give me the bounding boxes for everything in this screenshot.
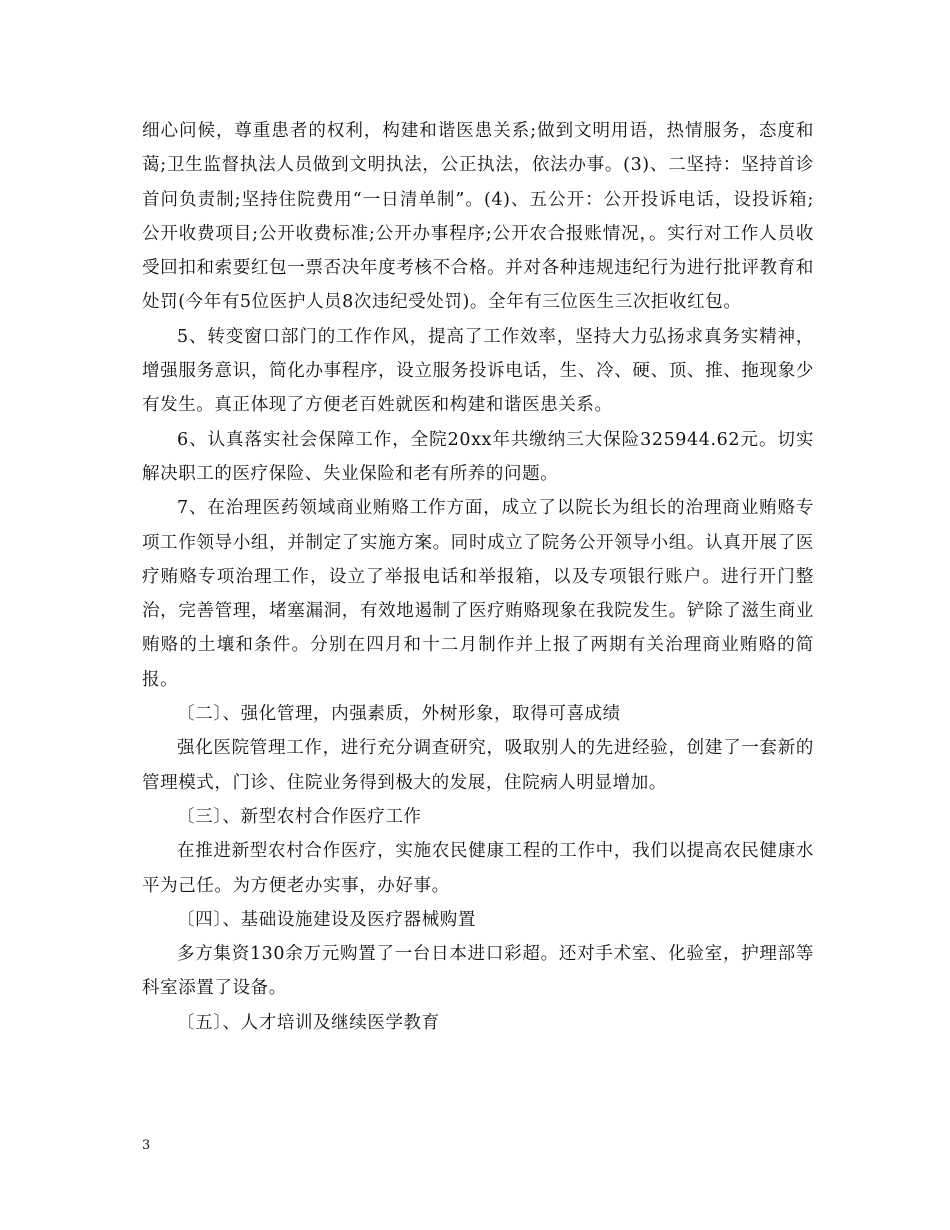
section-heading-4: 〔四〕、基础设施建设及医疗器械购置 <box>177 909 476 930</box>
section-heading-5: 〔五〕、人才培训及继续医学教育 <box>177 1012 440 1033</box>
paragraph-continued: 细心问候，尊重患者的权利，构建和谐医患关系;做到文明用语，热情服务，态度和蔼;卫生监督执法人员做到文明执法，公正执法，依法办事。(3)、二坚持：坚持首诊首问负责制;坚持住院费用“一日清单制”。(4)、五公开：公开投诉电话，设投诉箱;公开收费项目;公开收费标准;公开办事程序;公开农合报账情况，。实行对工作人员收受回扣和索要红包一票否决年度考核不合格。并对各种违规违纪行为进行批评教育和处罚(今年有5位医护人员8次违纪受处罚)。全年有三位医生三次拒收红包。 <box>142 121 814 313</box>
paragraph-management: 强化医院管理工作，进行充分调查研究，吸取别人的先进经验，创建了一套新的管理模式，门诊、住院业务得到极大的发展，住院病人明显增加。 <box>142 738 814 793</box>
paragraph-item-6: 6、认真落实社会保障工作，全院20xx年共缴纳三大保险325944.62元。切实解决职工的医疗保险、失业保险和老有所养的问题。 <box>142 429 814 484</box>
section-heading-3: 〔三〕、新型农村合作医疗工作 <box>177 806 422 827</box>
paragraph-item-7: 7、在治理医药领域商业贿赂工作方面，成立了以院长为组长的治理商业贿赂专项工作领导小组，并制定了实施方案。同时成立了院务公开领导小组。认真开展了医疗贿赂专项治理工作，设立了举报电话和举报箱，以及专项银行账户。进行开门整治，完善管理，堵塞漏洞，有效地遏制了医疗贿赂现象在我院发生。铲除了滋生商业贿赂的土壤和条件。分别在四月和十二月制作并上报了两期有关治理商业贿赂的简报。 <box>142 498 814 690</box>
document-body <box>142 114 814 1040</box>
section-heading-2: 〔二〕、强化管理，内强素质，外树形象，取得可喜成绩 <box>177 704 621 725</box>
paragraph-item-5: 5、转变窗口部门的工作作风，提高了工作效率，坚持大力弘扬求真务实精神，增强服务意识，简化办事程序，设立服务投诉电话，生、冷、硬、顶、推、拖现象少有发生。真正体现了方便老百姓就医和构建和谐医患关系。 <box>142 326 814 416</box>
page-number: 3 <box>142 1138 151 1153</box>
paragraph-cooperative-medical: 在推进新型农村合作医疗，实施农民健康工程的工作中，我们以提高农民健康水平为己任。为方便老办实事，办好事。 <box>142 841 814 896</box>
paragraph-equipment: 多方集资130余万元购置了一台日本进口彩超。还对手术室、化验室，护理部等科室添置了设备。 <box>142 944 814 999</box>
